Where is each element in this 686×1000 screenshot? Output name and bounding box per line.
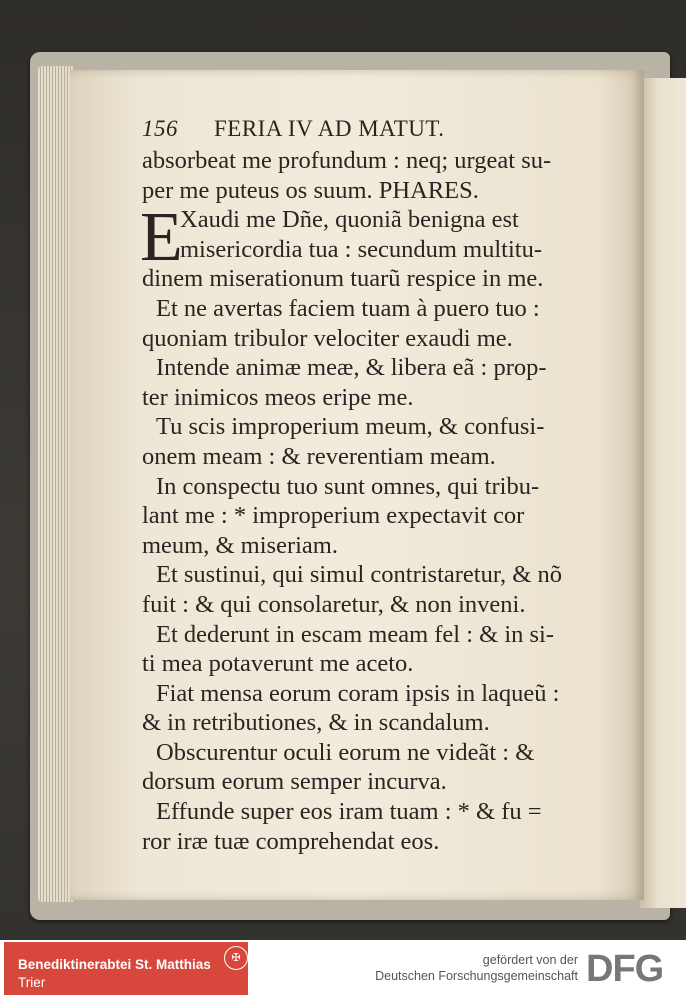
dfg-logo: DFG	[586, 948, 664, 990]
text-line: onem meam : & reverentiam meam.	[142, 442, 496, 470]
text-line: ter inimicos meos eripe me.	[142, 383, 414, 411]
text-line: Intende animæ meæ, & libera eã : prop-	[156, 354, 547, 382]
verses	[142, 294, 612, 856]
text-line: Obscurentur oculi eorum ne videãt : &	[156, 738, 535, 766]
text-line: lant me : * improperium expectavit cor	[142, 502, 525, 530]
text-line: In conspectu tuo sunt omnes, qui tribu-	[156, 472, 540, 500]
text-line: Tu scis improperium meum, & confusi-	[156, 413, 545, 441]
text-line: ror iræ tuæ comprehendat eos.	[142, 827, 440, 855]
verse	[142, 738, 612, 797]
text-line: misericordia tua : secundum multitu-	[180, 235, 542, 263]
text-line: Fiat mensa eorum coram ipsis in laqueũ :	[156, 679, 560, 707]
verse	[142, 679, 612, 738]
running-header	[142, 112, 612, 146]
text-line: absorbeat me profundum : neq; urgeat su-	[142, 147, 552, 174]
text-line: Xaudi me Dñe, quoniã benigna est	[180, 206, 519, 234]
running-head-title: FERIA IV AD MATUT.	[214, 116, 445, 141]
text-line: Et dederunt in escam meam fel : & in si-	[156, 620, 555, 648]
verse	[142, 412, 612, 471]
text-line: meum, & miseriam.	[142, 531, 338, 559]
text-line: Et sustinui, qui simul contristaretur, & nõ	[156, 561, 562, 589]
verse	[142, 797, 612, 856]
funding-line-1: gefördert von der	[482, 953, 578, 967]
funding-line-2: Deutschen Forschungsgemeinschaft	[375, 969, 578, 983]
drop-capital: E	[140, 199, 183, 277]
text-line: fuit : & qui consolaretur, & non inveni.	[142, 590, 526, 618]
institution-name: Benediktinerabtei St. Matthias	[18, 957, 211, 972]
verse	[142, 294, 612, 353]
footer-bar	[0, 940, 686, 1000]
funding-note	[375, 952, 578, 984]
verse	[142, 620, 612, 679]
text-line: ti mea potaverunt me aceto.	[142, 650, 414, 678]
text-line: dinem miserationum tuarũ respice in me.	[142, 265, 544, 293]
verse	[142, 472, 612, 561]
verse	[142, 353, 612, 412]
text-line: Effunde super eos iram tuam : * & fu =	[156, 798, 542, 826]
page-number: 156	[142, 116, 178, 141]
institution-banner	[4, 942, 248, 995]
page-edges	[38, 66, 74, 902]
text-line: & in retributiones, & in scandalum.	[142, 709, 490, 737]
text-line: dorsum eorum semper incurva.	[142, 768, 447, 796]
page-text	[142, 112, 612, 856]
text-line: quoniam tribulor velociter exaudi me.	[142, 324, 513, 352]
institution-city: Trier	[18, 975, 46, 990]
facing-page	[640, 78, 686, 908]
verse	[142, 560, 612, 619]
text-line: per me puteus os suum. PHARES.	[142, 176, 479, 204]
text-line: Et ne avertas faciem tuam à puero tuo :	[156, 294, 540, 322]
verse-with-dropcap	[140, 199, 612, 294]
seal-icon: ✠	[224, 946, 248, 970]
